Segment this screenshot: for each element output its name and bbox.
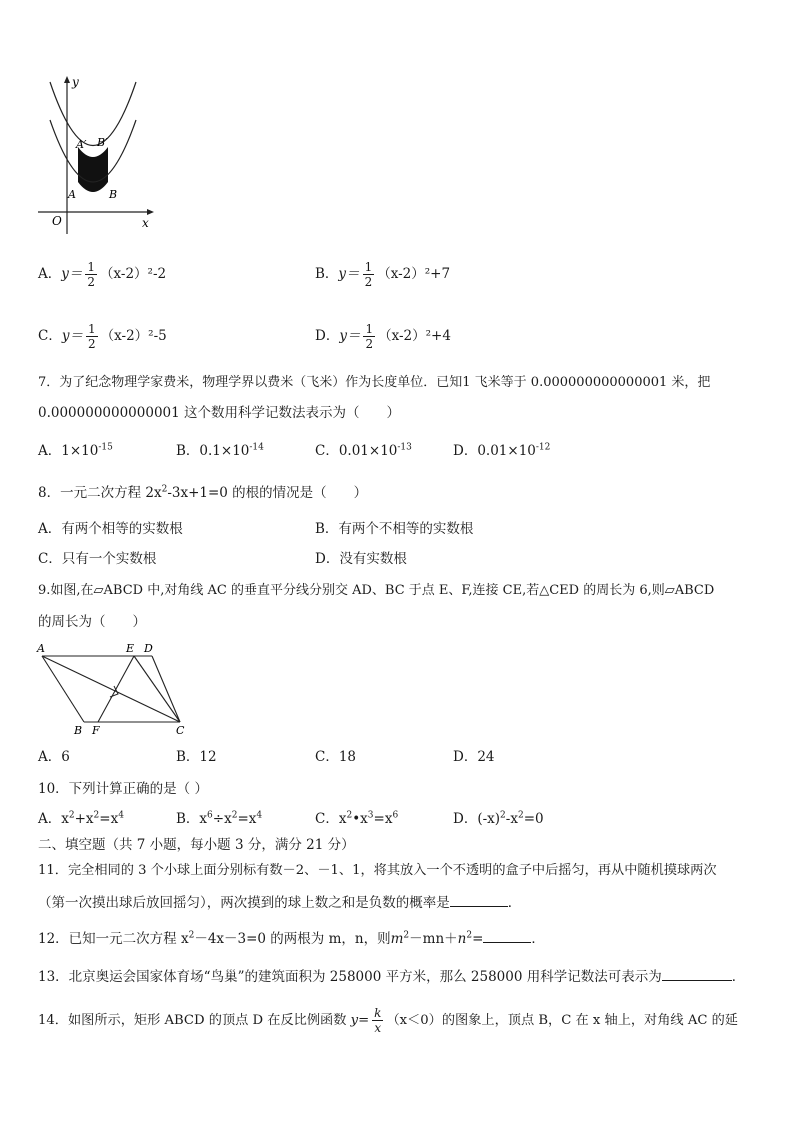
q6-option-c [38,322,167,351]
point-f-label: F [92,724,100,736]
exponent: 4 [118,810,124,821]
q13-line [38,968,745,986]
q8-option-b: B．有两个不相等的实数根 [315,521,474,537]
option-exponent: -13 [397,442,412,453]
vertex-c-label: C [176,724,185,736]
q9-line-1: 9.如图,在▱ABCD 中,对角线 AC 的垂直平分线分别交 AD、BC 于点 E、F,连接 CE,若△CED 的周长为 6,则▱ABCD [38,583,715,598]
vertex-d-label: D [144,642,153,655]
option-expression: （x-2）²-2 [100,266,167,282]
q11-text: （第一次摸出球后放回摇匀），两次摸到的球上数之和是负数的概率是 [38,895,450,911]
fraction-numerator: 1 [364,260,373,274]
q14-text: （x＜0）的图象上，顶点 B，C 在 x 轴上，对角线 AC 的延 [386,1013,738,1028]
q8-stem [38,484,367,502]
point-e-label: E [126,642,135,655]
q6-option-b [315,260,450,289]
exponent: 6 [392,810,399,821]
side-dc [152,656,180,722]
option-letter: C． [38,328,62,344]
term: x [61,811,69,827]
q7-option-a [38,442,113,460]
q12-line [38,930,545,948]
point-a-prime-label: A′ [76,138,87,151]
q6-option-a [38,260,166,289]
fraction-denominator: 2 [87,275,96,289]
q11-line-1: 11．完全相同的 3 个小球上面分别标有数－2、－1、1，将其放入一个不透明的盒子中后摇匀，再从中随机摸球两次 [38,863,717,878]
term: x [199,811,208,827]
option-text: D．0.01×10 [453,443,536,459]
option-letter: D． [453,811,478,827]
exponent: 3 [367,810,374,821]
term: -x [505,811,518,827]
parabola-figure [30,72,160,237]
q12-text: 12．已知一元二次方程 x [38,931,189,947]
segment-ce [134,656,180,722]
exponent: 2 [517,810,524,821]
option-letter: A． [38,811,62,827]
x-axis-label: x [142,216,149,230]
q12-exponent: 2 [466,930,473,941]
q11-answer-blank[interactable] [450,894,508,907]
q12-var-m: m [390,931,404,947]
upper-parabola [50,82,136,146]
q10-stem: 10．下列计算正确的是（ ） [38,781,208,797]
q9-line-2: 的周长为（ ） [38,614,146,630]
exponent: 2 [231,810,238,821]
stem-text: -3x+1=0 的根的情况是（ ） [167,485,368,501]
q14-fraction [372,1006,383,1035]
term: ÷x [212,811,232,827]
option-letter: B． [176,811,200,827]
option-prefix: y＝ [61,266,83,282]
stem-exponent: 2 [161,484,168,495]
q6-option-d [315,322,451,351]
option-exponent: -12 [535,442,551,453]
term: =x [237,811,257,827]
fraction-denominator: 2 [87,337,96,351]
q9-option-b: B．12 [176,749,217,765]
option-expression: （x-2）²+7 [377,266,451,282]
point-b-prime-label: B′ [97,136,108,149]
fraction-denominator: x [374,1021,382,1035]
term: =x [373,811,393,827]
option-letter: C． [315,811,339,827]
vertex-a-label: A [37,642,45,655]
q7-line-1: 7．为了纪念物理学家费米，物理学界以费米（飞米）作为长度单位．已知1 飞米等于 0.000000000000001 米，把 [38,375,711,390]
term: =x [99,811,119,827]
q7-option-d [453,442,550,460]
fraction-numerator: 1 [87,322,96,336]
q14-equals: = [358,1013,370,1028]
exponent: 6 [207,810,213,821]
option-prefix: y＝ [338,266,360,282]
option-exponent: -15 [98,442,113,453]
q12-exponent: 2 [403,930,410,941]
q14-text: 14．如图所示，矩形 ABCD 的顶点 D 在反比例函数 [38,1013,347,1028]
term: (-x) [477,811,501,827]
option-letter: B． [315,266,339,282]
y-axis-label: y [72,75,79,89]
shaded-region [78,147,108,192]
option-text: B．0.1×10 [176,443,250,459]
fraction-denominator: 2 [365,337,374,351]
fraction-numerator: k [374,1006,382,1020]
section-heading: 二、填空题（共 7 小题，每小题 3 分，满分 21 分） [38,837,355,853]
point-a-label: A [68,188,76,201]
option-prefix: y＝ [339,328,361,344]
q12-text-end: ． [531,931,545,947]
q12-text: －mn＋ [409,931,458,947]
term: +x [74,811,94,827]
x-axis-arrow [147,209,154,215]
option-exponent: -14 [249,442,264,453]
exponent: 2 [500,810,506,821]
q12-text: －4x－3=0 的两根为 m，n，则 [194,931,391,947]
q7-option-b [176,442,264,460]
q14-var-y: y [350,1013,359,1028]
fraction-numerator: 1 [87,260,96,274]
option-expression: （x-2）²-5 [100,328,167,344]
q8-option-d: D．没有实数根 [315,551,407,567]
q14-line [38,1006,738,1035]
q12-var-n: n [457,931,467,947]
q12-answer-blank[interactable] [483,930,531,943]
exponent: 4 [256,810,263,821]
q13-answer-blank[interactable] [662,968,732,981]
fraction-numerator: 1 [365,322,374,336]
y-axis-arrow [64,76,70,83]
q10-option-a [38,810,124,828]
q7-option-c [315,442,412,460]
term: x [338,811,347,827]
vertex-b-label: B [74,724,83,736]
q12-equals: = [472,931,484,947]
option-text: C．0.01×10 [315,443,398,459]
option-letter: A． [38,266,62,282]
q13-text-end: ． [731,969,746,985]
q10-option-d [453,810,544,828]
exponent: 2 [93,810,100,821]
q13-text: 13．北京奥运会国家体育场“鸟巢”的建筑面积为 258000 平方米，那么 258000 用科学记数法可表示为 [38,969,662,985]
q10-option-b [176,810,262,828]
option-prefix: y＝ [61,328,83,344]
fraction [85,260,97,289]
q11-text-end: ． [507,895,522,911]
q10-option-c [315,810,398,828]
q9-option-c: C．18 [315,749,357,765]
fraction [363,322,375,351]
q11-line-2 [38,894,521,912]
fraction [363,260,375,289]
point-b-label: B [109,188,118,201]
q8-option-a: A．有两个相等的实数根 [38,521,183,537]
q7-line-2: 0.000000000000001 这个数用科学记数法表示为（ ） [38,405,401,421]
origin-label: O [52,214,62,228]
q12-exponent: 2 [188,930,195,941]
term: •x [352,811,368,827]
stem-text: 8．一元二次方程 2x [38,485,162,501]
exponent: 2 [68,810,75,821]
q8-option-c: C．只有一个实数根 [38,551,157,567]
fraction-denominator: 2 [364,275,373,289]
exponent: 2 [346,810,353,821]
fraction [86,322,98,351]
q9-option-d: D．24 [453,749,495,765]
option-text: A．1×10 [38,443,99,459]
term: =0 [523,811,544,827]
option-expression: （x-2）²+4 [378,328,451,344]
option-letter: D． [315,328,340,344]
q9-option-a: A．6 [38,749,70,765]
parallelogram-figure [34,640,194,736]
